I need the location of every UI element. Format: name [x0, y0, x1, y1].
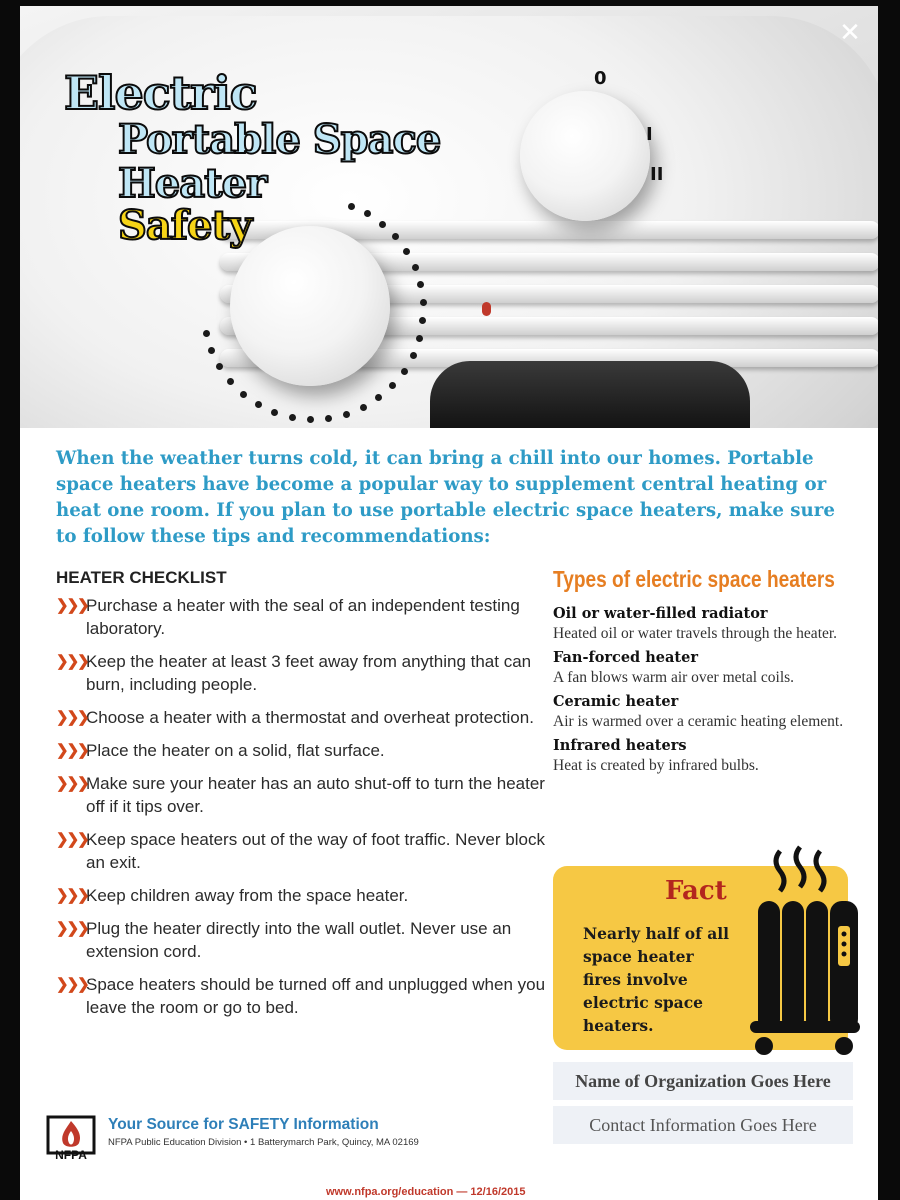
- footer-url: www.nfpa.org/education — 12/16/2015: [326, 1186, 526, 1198]
- heater-vent: [430, 361, 750, 428]
- checklist-item: [56, 706, 556, 729]
- checklist-item: [56, 772, 556, 818]
- source-tagline: Your Source for SAFETY Information: [108, 1116, 379, 1133]
- indicator-light: [482, 302, 491, 316]
- thermostat-knob: [230, 226, 390, 386]
- fact-text: Nearly half of all space heater fires involve electric space heaters.: [583, 924, 730, 1035]
- power-knob: [520, 91, 650, 221]
- type-name: Fan-forced heater: [553, 649, 698, 666]
- organization-contact: Contact Information Goes Here: [553, 1106, 853, 1144]
- division-address: NFPA Public Education Division • 1 Batterymarch Park, Quincy, MA 02169: [108, 1137, 419, 1148]
- tweet-action-bar: [0, 1156, 900, 1196]
- type-item: [553, 692, 853, 732]
- chevron-bullet-icon: ❯❯❯: [56, 887, 88, 904]
- title-line-electric: Electric: [64, 66, 257, 120]
- chevron-bullet-icon: ❯❯❯: [56, 831, 88, 848]
- checklist-item-text: Choose a heater with a thermostat and overheat protection.: [86, 708, 534, 727]
- dial-dot: [240, 391, 247, 398]
- checklist-item: [56, 828, 556, 874]
- checklist-item-text: Keep children away from the space heater.: [86, 886, 409, 905]
- checklist-heading: HEATER CHECKLIST: [56, 568, 227, 587]
- type-description: Heat is created by infrared bulbs.: [553, 757, 759, 774]
- checklist-item: [56, 884, 556, 907]
- chevron-bullet-icon: ❯❯❯: [56, 976, 88, 993]
- heater-types-list: [553, 604, 853, 780]
- title-line-safety: Safety: [118, 202, 252, 249]
- dial-dot: [360, 404, 367, 411]
- chevron-bullet-icon: ❯❯❯: [56, 597, 88, 614]
- type-name: Ceramic heater: [553, 693, 679, 710]
- more-icon[interactable]: •••: [741, 1161, 765, 1186]
- type-description: Heated oil or water travels through the heater.: [553, 625, 838, 642]
- checklist-item-text: Make sure your heater has an auto shut-off to turn the heater off if it tips over.: [86, 774, 545, 816]
- checklist-item-text: Purchase a heater with the seal of an independent testing laboratory.: [86, 596, 520, 638]
- heart-icon[interactable]: ♥: [542, 1161, 556, 1186]
- dial-dot: [403, 248, 410, 255]
- type-item: [553, 736, 853, 776]
- type-item: [553, 604, 853, 644]
- poster: [20, 6, 878, 1200]
- heater-checklist: [56, 594, 556, 1029]
- chevron-bullet-icon: ❯❯❯: [56, 775, 88, 792]
- type-item: [553, 648, 853, 688]
- checklist-item: [56, 973, 556, 1019]
- setting-one-mark: I: [646, 124, 653, 145]
- dial-dot: [289, 414, 296, 421]
- organization-name: Name of Organization Goes Here: [553, 1062, 853, 1100]
- setting-two-mark: II: [650, 164, 664, 185]
- types-heading: Types of electric space heaters: [553, 566, 835, 592]
- checklist-item: [56, 594, 556, 640]
- dial-dot: [412, 264, 419, 271]
- checklist-item-text: Plug the heater directly into the wall outlet. Never use an extension cord.: [86, 919, 512, 961]
- dial-dot: [348, 203, 355, 210]
- retweet-button[interactable]: [334, 1156, 394, 1192]
- retweet-count: 1: [371, 1167, 380, 1184]
- dial-dot: [343, 411, 350, 418]
- setting-zero-mark: 0: [594, 68, 607, 89]
- title-line-heater: Heater: [118, 160, 267, 207]
- type-name: Oil or water-filled radiator: [553, 605, 768, 622]
- close-icon[interactable]: ✕: [839, 17, 861, 47]
- chevron-bullet-icon: ❯❯❯: [56, 920, 88, 937]
- radiator-heater-icon: [740, 841, 870, 1061]
- reply-icon[interactable]: ↶: [133, 1161, 153, 1186]
- checklist-item-text: Keep space heaters out of the way of foot traffic. Never block an exit.: [86, 830, 545, 872]
- type-description: Air is warmed over a ceramic heating element.: [553, 713, 844, 730]
- chevron-bullet-icon: ❯❯❯: [56, 742, 88, 759]
- fact-title: Fact: [665, 876, 727, 906]
- checklist-item-text: Place the heater on a solid, flat surface.: [86, 741, 385, 760]
- dial-dot: [401, 368, 408, 375]
- checklist-item: [56, 917, 556, 963]
- checklist-item: [56, 739, 556, 762]
- checklist-item-text: Keep the heater at least 3 feet away from anything that can burn, including people.: [86, 652, 532, 694]
- checklist-item: [56, 650, 556, 696]
- type-name: Infrared heaters: [553, 737, 687, 754]
- nfpa-logo-text: NFPA: [55, 1148, 87, 1162]
- dial-dot: [379, 221, 386, 228]
- dial-dot: [203, 330, 210, 337]
- chevron-bullet-icon: ❯❯❯: [56, 653, 88, 670]
- chevron-bullet-icon: ❯❯❯: [56, 709, 88, 726]
- type-description: A fan blows warm air over metal coils.: [553, 669, 795, 686]
- retweet-icon: ⇄: [348, 1161, 368, 1186]
- checklist-item-text: Space heaters should be turned off and unplugged when you leave the room or go to bed.: [86, 975, 546, 1017]
- dial-dot: [307, 416, 314, 423]
- intro-paragraph: When the weather turns cold, it can bring a chill into our homes. Portable space heaters have become a popular way to supplement central heating or heat one room. If you plan to use portable electric space heaters, make sure to follow these tips and recommendations:: [56, 448, 835, 547]
- title-line-portable-space: Portable Space: [118, 116, 441, 163]
